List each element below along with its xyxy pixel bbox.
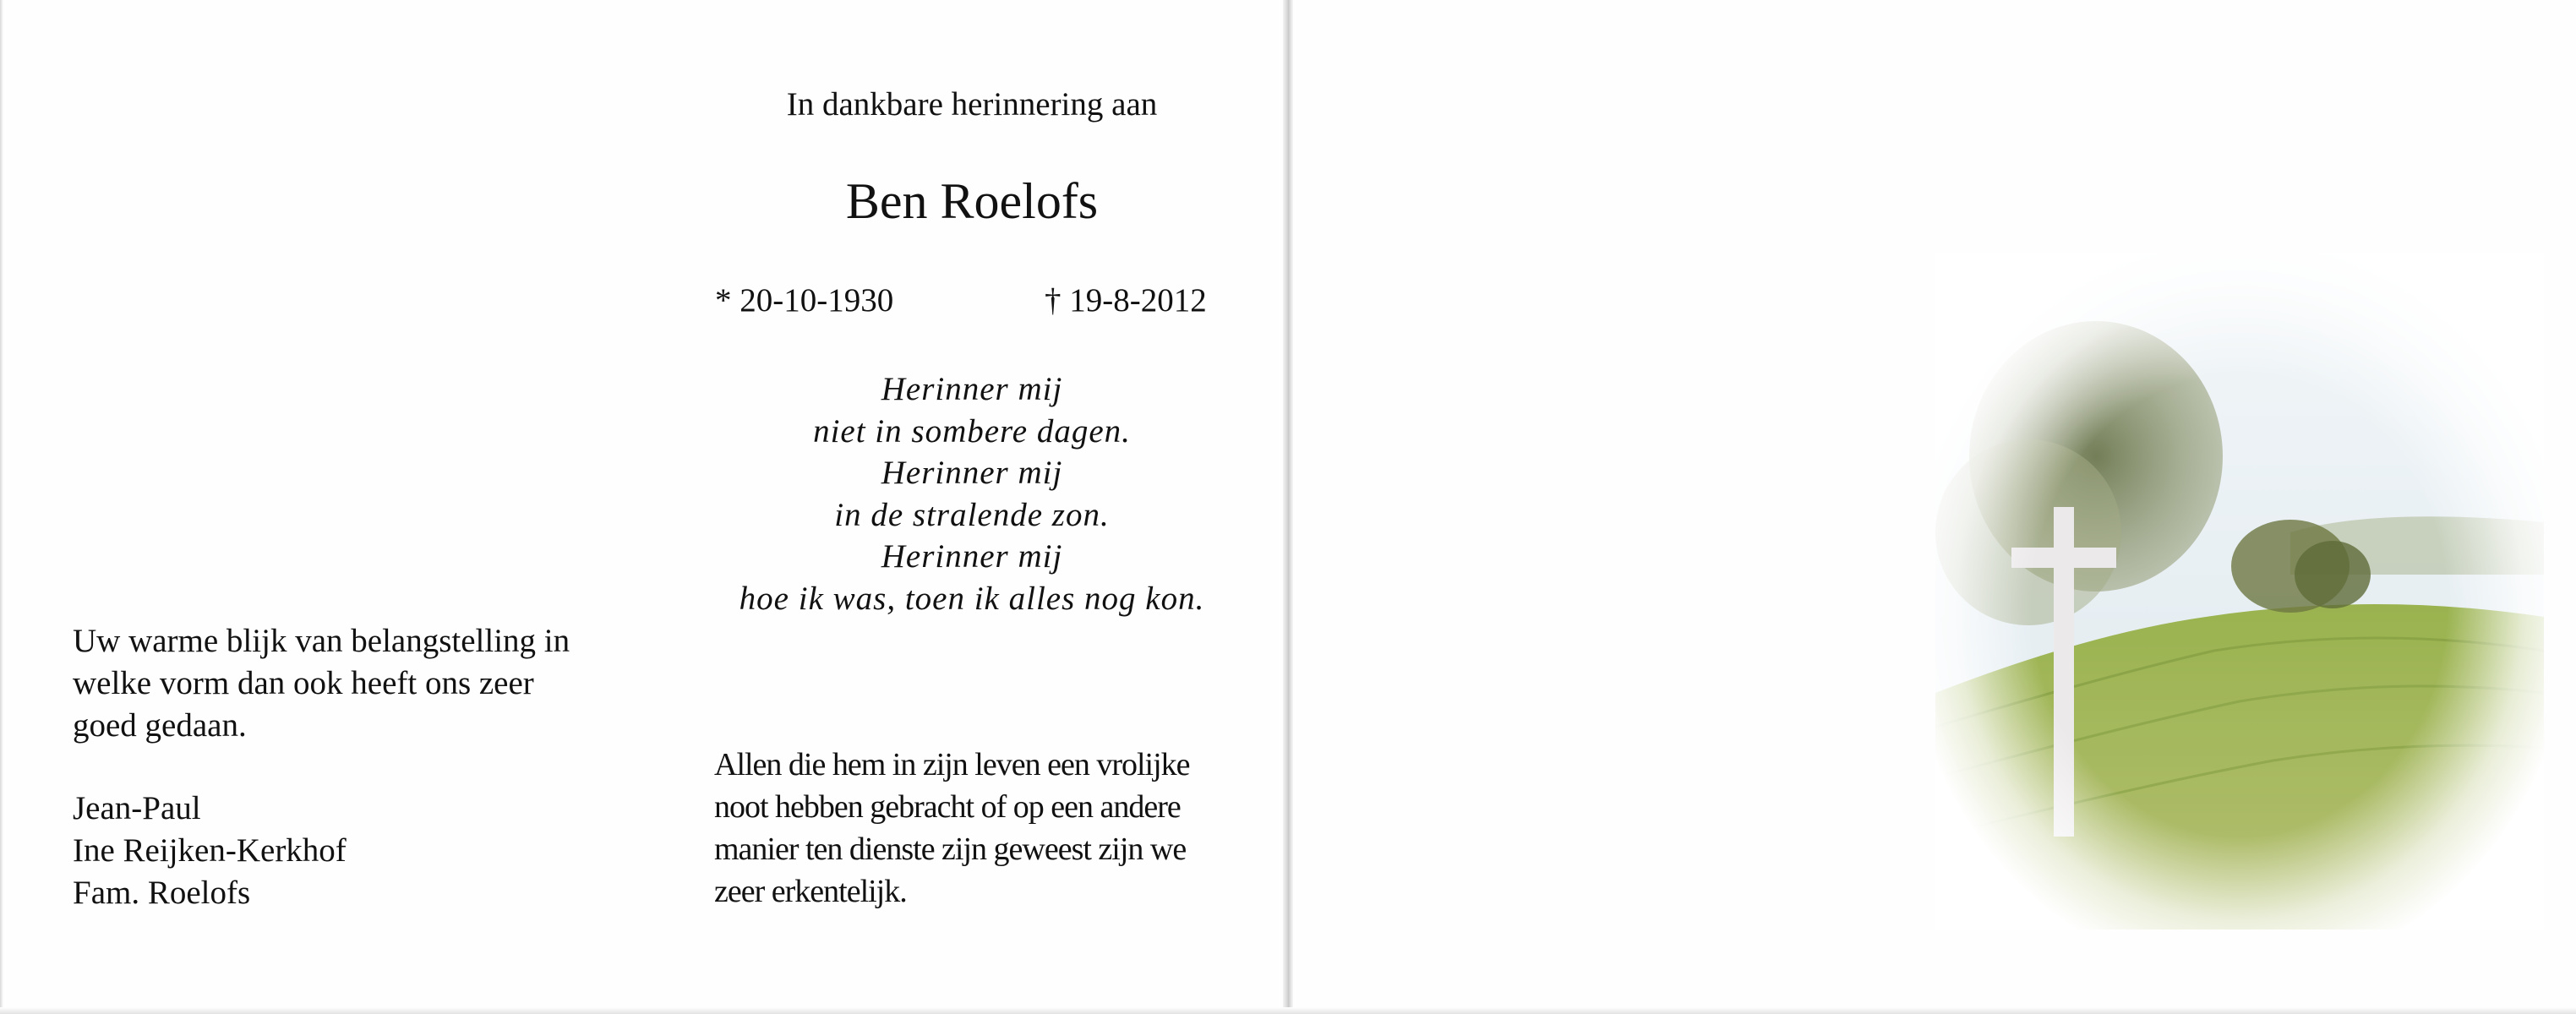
poem xyxy=(710,368,1234,619)
deceased-name: Ben Roelofs xyxy=(845,173,1099,229)
poem-line: in de stralende zon. xyxy=(834,496,1110,533)
birth-date: * 20-10-1930 xyxy=(715,282,894,319)
poem-line: Herinner mij xyxy=(881,371,1063,407)
thanks-line: noot hebben gebracht of op een andere xyxy=(714,789,1181,825)
appreciation-paragraph xyxy=(73,620,622,747)
signer-name: Ine Reijken-Kerkhof xyxy=(73,832,347,869)
thanks-line: manier ten dienste zijn geweest zijn we xyxy=(714,831,1187,867)
poem-line: niet in sombere dagen. xyxy=(813,412,1131,450)
intro-line: In dankbare herinnering aan xyxy=(786,86,1158,123)
death-date: † 19-8-2012 xyxy=(1045,282,1207,319)
poem-line: Herinner mij xyxy=(881,538,1063,575)
thanks-line: zeer erkentelijk. xyxy=(714,874,907,909)
signers-list xyxy=(73,788,622,914)
appreciation-line: Uw warme blijk van belangstelling in xyxy=(73,623,570,659)
appreciation-line: goed gedaan. xyxy=(73,707,247,744)
poem-line: Herinner mij xyxy=(881,455,1063,491)
signer-name: Jean-Paul xyxy=(73,790,201,826)
card-bottom-edge xyxy=(0,1007,2576,1014)
card-fold xyxy=(1283,0,1293,1014)
poem-line: hoe ik was, toen ik alles nog kon. xyxy=(739,580,1205,617)
card-edge xyxy=(0,0,3,1014)
thanks-line: Allen die hem in zijn leven een vrolijke xyxy=(714,747,1190,782)
thanks-paragraph xyxy=(714,744,1238,913)
landscape-cross-photo xyxy=(1935,254,2544,930)
appreciation-line: welke vorm dan ook heeft ons zeer xyxy=(73,665,534,701)
signer-name: Fam. Roelofs xyxy=(73,875,251,911)
